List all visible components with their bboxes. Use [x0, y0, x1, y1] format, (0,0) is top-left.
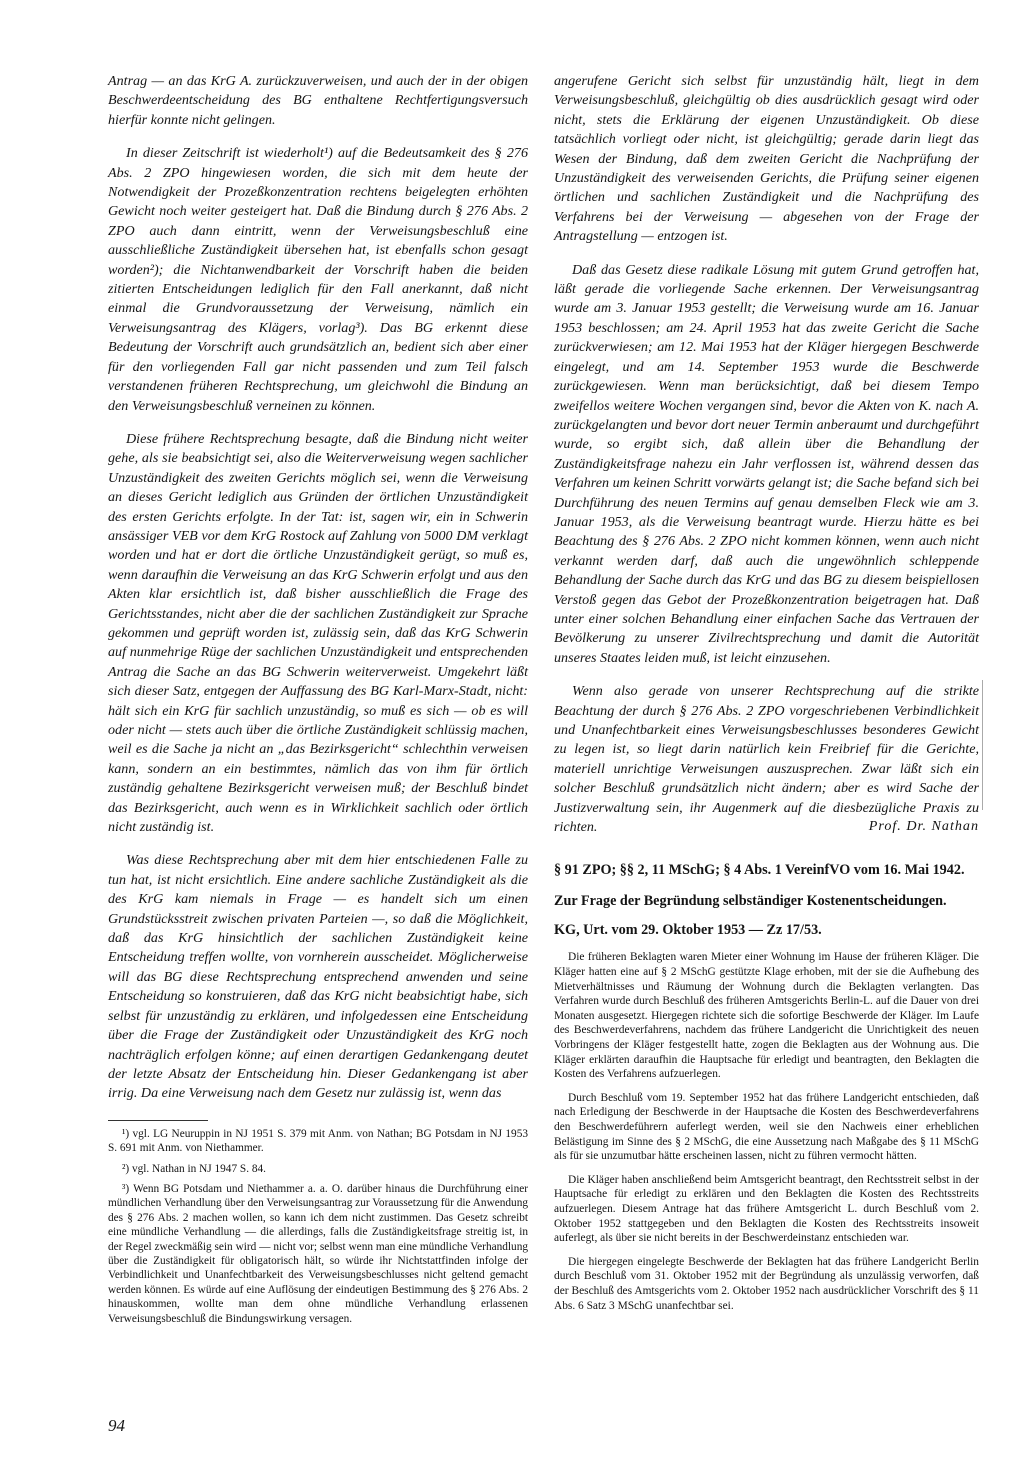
case-heading-court: KG, Urt. vom 29. Oktober 1953 — Zz 17/53.	[554, 922, 822, 939]
case-heading-statutes: § 91 ZPO; §§ 2, 11 MSchG; § 4 Abs. 1 VereinfVO vom 16. Mai 1942.	[554, 862, 965, 879]
paragraph: Diese frühere Rechtsprechung besagte, daß die Bindung nicht weiter gehe, als sie beabsichtigt sei, also die Weiterverweisung wegen sachlicher Unzuständigkeit des zweiten Gerichts möglich sei, wenn die Verweisung an dieses Gericht lediglich aus Gründen der örtlichen Unzuständigkeit des ersten Gerichts erfolgte. In der Tat: ist, sagen wir, ein in Schwerin ansässiger VEB vor dem KrG Rostock auf Zahlung von 5000 DM verklagt worden und hat er dort die örtliche Unzuständigkeit gerügt, so muß es, wenn daraufhin die Verweisung an das KrG Schwerin erfolgt und aus den Akten klar ersichtlich ist, daß bisher ausschließlich die Frage des Gerichtsstandes, nicht aber die der sachlichen Zuständigkeit zur Sprache gekommen und geprüft worden ist, zulässig sein, daß das KrG Schwerin auf nunmehrige Rüge der sachlichen Unzuständigkeit und entsprechenden Antrag die Sache an das BG Schwerin weiterverweist. Umgekehrt läßt sich dieser Satz, entgegen der Auffassung des BG Karl-Marx-Stadt, nicht: hält sich ein KrG für sachlich unzuständig, so muß es sich — ob es will oder nicht — stets auch über die örtliche Zuständigkeit schlüssig machen, weil es die Sache ja nicht an „das Bezirksgericht“ schlechthin verweisen kann, sondern an ein bestimmtes, nämlich das von ihm für örtlich zuständig gehaltene Bezirksgericht verweisen muß; der Beschluß bindet das Bezirksgericht, auch wenn es in Wirklichkeit sachlich oder örtlich nicht zuständig ist.	[108, 430, 528, 836]
paragraph: Wenn also gerade von unserer Rechtsprechung auf die strikte Beachtung der durch § 276 Abs. 2 ZPO vorgeschriebenen Verbindlichkeit und Unanfechtbarkeit eines Verweisungsbeschlusses besonderes Gewicht zu legen ist, so liegt darin natürlich kein Freibrief für die Gerichte, materiell unrichtige Verweisungen auszusprechen. Zwar läßt sich ein solcher Beschluß grundsätzlich nicht ändern; aber es wird Sache der Justizverwaltung sein, ihr Augenmerk auf die diesbezügliche Praxis zu richten.	[554, 683, 979, 836]
footnote: ¹) vgl. LG Neuruppin in NJ 1951 S. 379 mit Anm. von Nathan; BG Potsdam in NJ 1953 S. 691 mit Anm. von Niethammer.	[108, 1127, 528, 1155]
footnote: ²) vgl. Nathan in NJ 1947 S. 84.	[122, 1162, 266, 1175]
paragraph: Die hiergegen eingelegte Beschwerde der Beklagten hat das frühere Landgericht Berlin durch Beschluß vom 31. Oktober 1952 mit der Begründung als unzulässig verworfen, daß der Beschluß des Amtsgerichts vom 2. Oktober 1952 nach ausdrücklicher Vorschrift des § 11 Abs. 6 Satz 3 MSchG unanfechtbar sei.	[554, 1255, 979, 1312]
paragraph: Daß das Gesetz diese radikale Lösung mit gutem Grund getroffen hat, läßt gerade die vorliegende Sache erkennen. Der Verweisungsantrag wurde am 3. Januar 1953 gestellt; die Verweisung wurde am 16. Januar 1953 beschlossen; am 24. April 1953 hat das zweite Gericht die Sache zurückverwiesen; am 12. Mai 1953 hat der Kläger hiergegen Beschwerde eingelegt, und am 14. September 1953 wurde die Beschwerde zurückgewiesen. Wenn man berücksichtigt, daß bei diesem Tempo zweifellos weitere Wochen vergangen sind, bevor die Akten von K. nach A. zurückgelangten und bevor dort neuer Termin anberaumt und durchgeführt wurde, so ergibt sich, daß allein über die Behandlung der Zuständigkeitsfrage nahezu ein Jahr verflossen ist, während dessen das Verfahren um keinen Schritt vorwärts gelangt ist; die Sache befand sich bei Durchführung des neuen Termins auf genau demselben Fleck wie am 3. Januar 1953, als die Verweisung beantragt wurde. Hierzu hätte es bei Beachtung des § 276 Abs. 2 ZPO nicht kommen können, wenn auch nicht verkannt werden darf, daß auch die ungewöhnlich schleppende Behandlung der Sache durch das KrG und das BG zu diesem beispiellosen Verstoß gegen das Gebot der Prozeßkonzentration beigetragen hat. Daß unter einer solchen Behandlung einer einfachen Sache das Vertrauen der Bevölkerung zu unserer Zivilrechtsprechung und damit die Autorität unseres Staates leiden muß, ist leicht einzusehen.	[554, 261, 979, 666]
paragraph: Die Kläger haben anschließend beim Amtsgericht beantragt, den Rechtsstreit selbst in der Hauptsache für erledigt zu erklären und den Beklagten die Kosten des Rechtsstreits aufzuerlegen. Diesem Antrage hat das frühere Amtsgericht L. durch Beschluß vom 2. Oktober 1952 stattgegeben und den Beklagten die Kosten des Rechtsstreits insoweit auferlegt, als über sie nicht bereits in der Beschwerdeinstanz entschieden war.	[554, 1173, 979, 1245]
case-heading-topic: Zur Frage der Begründung selbständiger Kostenentscheidungen.	[554, 893, 947, 910]
page-number: 94	[108, 1416, 125, 1435]
author-signature: Prof. Dr. Nathan	[868, 818, 979, 835]
paragraph: Durch Beschluß vom 19. September 1952 hat das frühere Landgericht entschieden, daß nach Erledigung der Beschwerde in der Hauptsache die Kosten des Beschwerdeverfahrens den Beschwerdeführern auferlegt werden, weil sie den Nachweis einer erheblichen Belästigung im Sinne des § 2 MSchG, die eine Aussetzung nach Maßgabe des § 11 MSchG als für sie unzumutbar hätte erscheinen lassen, nicht zu führen vermocht hätten.	[554, 1091, 979, 1163]
margin-mark	[982, 680, 983, 810]
left-column	[108, 72, 528, 1326]
paragraph: angerufene Gericht sich selbst für unzuständig hält, liegt in dem Verweisungsbeschluß, gleichgültig ob dies ausdrücklich gesagt wird oder nicht, stets die Erklärung der eigenen Unzuständigkeit. Ob diese tatsächlich vorliegt oder nicht, ist gleichgültig; gerade darin liegt das Wesen der Bindung, daß dem zweiten Gericht die Nachprüfung der Unzuständigkeit des verweisenden Gerichts, die Prüfung seiner eigenen örtlichen und sachlichen Zuständigkeit und die Nachprüfung des Verfahrens bei der Verweisung — abgesehen von der Frage der Antragstellung — entzogen ist.	[554, 73, 979, 245]
footnote: ³) Wenn BG Potsdam und Niethammer a. a. O. darüber hinaus die Durchführung einer mündlichen Verhandlung über den Verweisungsantrag zur Voraussetzung für die Anwendung des § 276 Abs. 2 machen wollen, so kann ich dem nicht zustimmen. Das Gesetz schreibt eine mündliche Verhandlung — die allerdings, falls die Zuständigkeitsfrage streitig ist, in der Regel zweckmäßig sein wird — nicht vor; selbst wenn man eine mündliche Verhandlung über die Zuständigkeit für obligatorisch hält, so würde ihr Nichtstattfinden infolge der Verbindlichkeit und Unanfechtbarkeit des Verweisungsbeschlusses nicht geltend gemacht werden können. Es würde auf eine Auflösung der eindeutigen Bestimmung des § 276 Abs. 2 hinauskommen, wollte man dem ohne mündliche Verhandlung erlassenen Verweisungsbeschluß die Bindungswirkung versagen.	[108, 1182, 528, 1325]
footnote-divider	[108, 1120, 208, 1121]
paragraph: In dieser Zeitschrift ist wiederholt¹) auf die Bedeutsamkeit des § 276 Abs. 2 ZPO hingewiesen worden, die sich mit dem heute der Notwendigkeit der Prozeßkonzentration rechtens beigelegten erhöhten Gewicht noch weiter gesteigert hat. Daß die Bindung durch § 276 Abs. 2 ZPO auch dann eintritt, wenn der Verweisungsbeschluß eine ausschließliche Zuständigkeit übersehen hat, ist ebenfalls schon gesagt worden²); die Nichtanwendbarkeit der Vorschrift haben die beiden zitierten Entscheidungen lediglich für den Fall anerkannt, daß nicht einmal die Grundvoraussetzung der Verweisung, nämlich ein Verweisungsantrag des Klägers, vorlag³). Das BG erkennt diese Bedeutung der Vorschrift auch grundsätzlich an, bedient sich aber einer für den vorliegenden Fall gar nicht passenden und zum Teil falsch verstandenen früheren Rechtsprechung, um gleichwohl die Bindung an den Verweisungsbeschluß verneinen zu können.	[108, 145, 528, 414]
paragraph: Die früheren Beklagten waren Mieter einer Wohnung im Hause der früheren Kläger. Die Kläger hatten eine auf § 2 MSchG gestützte Klage erhoben, mit der sie die Aufhebung des Mietverhältnisses und Räumung der Wohnung durch die Beklagten verlangten. Das Verfahren wurde durch Beschluß des früheren Amtsgerichts Berlin-L. auf die Dauer von drei Monaten ausgesetzt. Hiergegen richtete sich die sofortige Beschwerde der Kläger. Im Laufe des Beschwerdeverfahrens, nachdem das frühere Landgericht die Unrichtigkeit des neuen Vorbringens der Kläger festgestellt hatte, zogen die Beklagten aus der Wohnung aus. Die Kläger erklärten daraufhin die Hauptsache für erledigt und beantragten, den Beklagten die Kosten des Verfahrens aufzuerlegen.	[554, 951, 979, 1081]
paragraph: Was diese Rechtsprechung aber mit dem hier entschiedenen Falle zu tun hat, ist nicht ersichtlich. Eine andere sachliche Zuständigkeit als die des KrG kam niemals in Frage — es handelt sich um einen Grundstücksstreit zwischen privaten Parteien —, so daß die Möglichkeit, daß das KrG hinsichtlich der sachlichen Zuständigkeit keine Entscheidung treffen wollte, von vornherein ausscheidet. Möglicherweise will das BG diese Rechtsprechung entsprechend anwenden und seine Entscheidung so konstruieren, daß das KrG nicht beabsichtigt habe, sich selbst für unzuständig zu erklären, und infolgedessen eine Entscheidung über die Frage der Zuständigkeit oder Unzuständigkeit des KrG noch nachträglich erfolgen könne; auf einen derartigen Gedankengang deutet der letzte Absatz der Entscheidung hin. Dieser Gedankengang ist aber irrig. Da eine Verweisung nach dem Gesetz nur zulässig ist, wenn das	[108, 852, 528, 1102]
right-column	[554, 72, 979, 1313]
paragraph: Antrag — an das KrG A. zurückzuverweisen, und auch der in der obigen Beschwerdeentscheidung des BG enthaltene Rechtfertigungsversuch hierfür konnte nicht gelingen.	[108, 73, 528, 128]
